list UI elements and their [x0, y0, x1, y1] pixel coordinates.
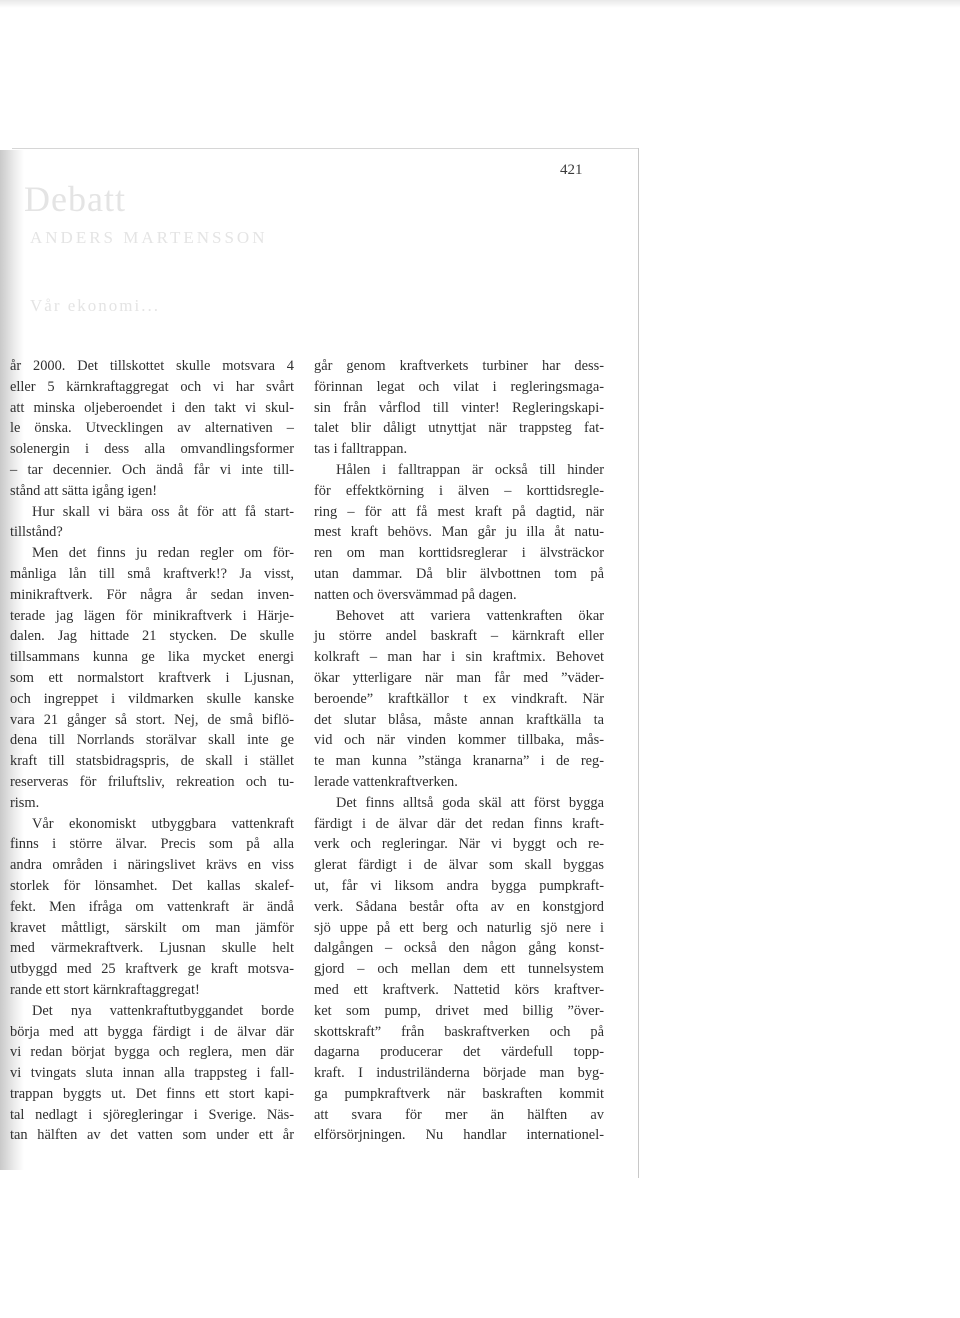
right-column-text-line: te man kunna ”stänga kranarna” i de reg-	[314, 753, 604, 770]
right-column-text-line: kraft. I industriländerna började man byg-	[314, 1065, 604, 1082]
scan-top-edge	[0, 0, 960, 8]
left-column-text-line: dalen. Jag hittade 21 stycken. De skulle	[10, 628, 294, 645]
right-column-text-line: för effektkörning i älven – korttidsregle-	[314, 482, 604, 499]
right-column-text-line: kolkraft – man har i sin kraftmix. Behovet	[314, 649, 604, 666]
right-column-text-line: det slutar blåsa, måste annan kraftkälla ta	[314, 711, 604, 728]
right-column-text-line: dagarna producerar det värdefull topp-	[314, 1044, 604, 1061]
right-column-text-line: elförsörjningen. Nu handlar internationel-	[314, 1127, 604, 1144]
right-column-text-line: verk. Sådana består ofta av en konstgjord	[314, 898, 604, 915]
faint-show-through-author: ANDERS MARTENSSON	[30, 228, 268, 247]
right-column-text-line: ju större andel baskraft – kärnkraft eller	[314, 628, 604, 645]
right-column-text-line: att svara för mer än hälften av	[314, 1106, 604, 1123]
right-column-text-line: tas i falltrappan.	[314, 441, 408, 458]
right-column-text-line: sjö uppe på ett berg och naturlig sjö nere i	[314, 919, 604, 936]
left-column-text-line: Men det finns ju redan regler om för-	[32, 545, 294, 562]
page-edge-right	[638, 148, 639, 1178]
right-column-text-line: natten och översvämmad på dagen.	[314, 586, 517, 603]
left-column-text-line: Vår ekonomiskt utbyggbara vattenkraft	[32, 815, 294, 832]
left-column-text-line: kravet måttligt, särskilt om man jämför	[10, 919, 294, 936]
right-column-text-line: glerat färdigt i de älvar som skall byggas	[314, 857, 604, 874]
left-column-text-line: tillsammans kunna ge lika mycket energi	[10, 649, 294, 666]
right-column-text-line: Behovet att variera vattenkraften ökar	[336, 607, 604, 624]
right-column-text-line: ren om man korttidsreglerar i älvsträckor	[314, 545, 604, 562]
left-column-text-line: minikraftverk. För några år sedan inven-	[10, 586, 294, 603]
right-column-text-line: utan dammar. Då blir älvbottnen tom på	[314, 565, 604, 582]
faint-show-through-subtitle: Vår ekonomi...	[30, 296, 160, 315]
left-column-text-line: att minska oljeberoendet i den takt vi skul-	[10, 399, 294, 416]
right-column-text-line: färdigt i de älvar där det redan finns kraft-	[314, 815, 604, 832]
page-edge-top	[12, 148, 639, 149]
right-column-text-line: lerade vattenkraftverken.	[314, 773, 458, 790]
right-column-text-line: mest kraft behövs. Man går ju illa åt natu-	[314, 524, 604, 541]
left-column-text-line: vi tvingats sluta innan alla trappsteg i fall-	[10, 1065, 294, 1082]
left-column-text-line: rande ett stort kärnkraftaggregat!	[10, 981, 200, 998]
left-column-text-line: vara 21 gånger så stort. Nej, de små biflö-	[10, 711, 294, 728]
right-column-text-line: beroende” kraftkällor t ex vindkraft. När	[314, 690, 604, 707]
right-column-text-line: talet blir dåligt utnyttjat när trappsteg fat-	[314, 420, 604, 437]
right-column-text-line: skottskraft” från baskraftverken och på	[314, 1023, 604, 1040]
left-column-text-line: Det nya vattenkraftutbyggandet borde	[32, 1002, 294, 1019]
right-column-text-line: med ett kraftverk. Nattetid körs kraftver-	[314, 981, 604, 998]
left-column-text-line: och ingreppet i vildmarken skulle kanske	[10, 690, 294, 707]
left-column-text-line: – tar decennier. Och ändå får vi inte till-	[10, 461, 294, 478]
left-column-text-line: som ett normalstort kraftverk i Ljusnan,	[10, 669, 294, 686]
right-column-text-line: sin från vårflod till vinter! Regleringskapi-	[314, 399, 604, 416]
left-column-text-line: med värmekraftverk. Ljusnan skulle helt	[10, 940, 294, 957]
left-column-text-line: börja med att bygga färdigt i de älvar där	[10, 1023, 294, 1040]
left-column-text-line: finns i större älvar. Precis som på alla	[10, 836, 294, 853]
left-column-text-line: dena till Norrlands storälvar skall inte ge	[10, 732, 294, 749]
right-column-text-line: förinnan legat och vilat i regleringsmaga-	[314, 378, 604, 395]
faint-show-through-title: Debatt	[24, 179, 126, 219]
left-column-text-line: rism.	[10, 794, 40, 811]
right-column-text-line: ga pumpkraftverk när baskraften kommit	[314, 1085, 604, 1102]
left-column-text-line: storlek för lönsamhet. Det kallas skalef-	[10, 877, 294, 894]
left-column-text-line: trappan byggts ut. Det finns ett stort kapi-	[10, 1085, 294, 1102]
left-column-text-line: tal nedlagt i sjöregleringar i Sverige. Näs-	[10, 1106, 294, 1123]
right-column-text-line: ring – för att få mest kraft på dagtid, när	[314, 503, 604, 520]
left-column-text-line: kraft till statsbidragspris, de skall i stället	[10, 753, 294, 770]
right-column-text-line: dalgången – också den någon gång konst-	[314, 940, 604, 957]
right-column-text-line: ökar ytterligare när man får med ”väder-	[314, 669, 604, 686]
left-column-text-line: fekt. Men ifråga om vattenkraft är ändå	[10, 898, 294, 915]
left-column-text-line: år 2000. Det tillskottet skulle motsvara 4	[10, 358, 294, 374]
right-column-text-line: ut, får vi liksom andra bygga pumpkraft-	[314, 877, 604, 894]
right-column-text-line: går genom kraftverkets turbiner har dess-	[314, 358, 604, 374]
right-column-text-line: verk och regleringar. När vi byggt och re-	[314, 836, 604, 853]
left-column-text-line: le önska. Utvecklingen av alternativen –	[10, 420, 294, 437]
left-column-text-line: solenergin i dess alla omvandlingsformer	[10, 441, 294, 458]
page-number: 421	[560, 162, 583, 178]
right-column-text-line: Det finns alltså goda skäl att först bygga	[336, 794, 604, 811]
right-column-text-line: Hålen i falltrappan är också till hinder	[336, 461, 604, 478]
left-column-text-line: terade jag lägen för minikraftverk i Härje-	[10, 607, 294, 624]
left-column-text-line: stånd att sätta igång igen!	[10, 482, 158, 499]
left-column-text-line: månliga lån till små kraftverk!? Ja visst,	[10, 565, 294, 582]
right-text-column	[314, 356, 604, 1146]
left-column-text-line: Hur skall vi bära oss åt för att få start-	[32, 503, 294, 520]
left-column-text-line: tan hälften av det vatten som under ett år	[10, 1127, 294, 1144]
left-column-text-line: utbyggd med 25 kraftverk ge kraft motsva-	[10, 961, 294, 978]
left-column-text-line: tillstånd?	[10, 524, 63, 541]
left-text-column	[10, 356, 294, 1146]
right-column-text-line: ket som pump, drivet med billig ”över-	[314, 1002, 604, 1019]
left-column-text-line: vi redan börjat bygga och reglera, men där	[10, 1044, 294, 1061]
right-column-text-line: vid och när vinden kommer tillbaka, mås-	[314, 732, 604, 749]
left-column-text-line: andra områden i näringslivet krävs en viss	[10, 857, 294, 874]
right-column-text-line: gjord – och mellan dem ett tunnelsystem	[314, 961, 604, 978]
left-column-text-line: eller 5 kärnkraftaggregat och vi har svårt	[10, 378, 294, 395]
left-column-text-line: reserveras för friluftsliv, rekreation och tu-	[10, 773, 294, 790]
